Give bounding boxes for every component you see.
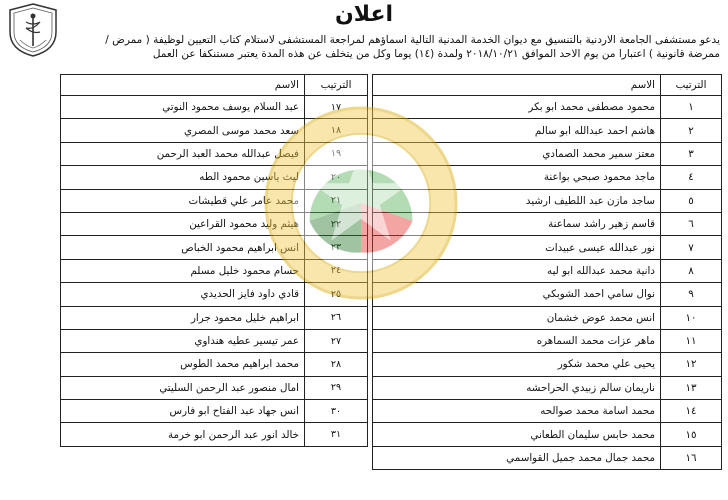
table-row [373,236,722,259]
table-row [61,329,368,352]
table-row [61,212,368,235]
name-cell: حسام محمود خليل مسلم [61,259,305,282]
table-row [61,236,368,259]
table-row [373,423,722,446]
table-row [61,306,368,329]
table-row [61,96,368,119]
name-cell: ناريمان سالم زبيدي الحراحشه [373,376,661,399]
table-row [373,400,722,423]
table-row [373,166,722,189]
table-row [61,259,368,282]
rank-cell: ١٥ [661,423,722,446]
name-cell: محمد حابس سليمان الطعاني [373,423,661,446]
name-cell: خالد انور عبد الرحمن ابو خرمة [61,423,305,446]
rank-cell: ٢١ [305,189,368,212]
table-row [61,353,368,376]
table-row [373,259,722,282]
names-table-right [372,74,722,470]
table-row [373,329,722,352]
table-row [61,166,368,189]
name-cell: ابراهيم خليل محمود جرار [61,306,305,329]
name-cell: عمر تيسير عطيه هنداوي [61,329,305,352]
rank-cell: ١ [661,96,722,119]
name-cell: محمد جمال محمد جميل القواسمي [373,446,661,469]
names-table-left [60,74,368,447]
rank-cell: ١٧ [305,96,368,119]
table-row [61,119,368,142]
table-header-row [373,75,722,96]
table-row [373,212,722,235]
page-title: اعلان [334,2,394,27]
name-cell: انس محمد عوض خشمان [373,306,661,329]
rank-cell: ٢٥ [305,283,368,306]
name-cell: ساجد مازن عبد اللطيف ارشيد [373,189,661,212]
name-column-header: الاسم [373,75,661,96]
rank-cell: ٧ [661,236,722,259]
rank-cell: ٢٨ [305,353,368,376]
table-row [373,283,722,306]
rank-cell: ١٢ [661,353,722,376]
name-cell: ليث ياسين محمود الطه [61,166,305,189]
table-row [373,353,722,376]
announcement-intro: يدعو مستشفى الجامعة الاردنية بالتنسيق مع ديوان الخدمة المدنية التالية اسماؤهم لمراجعة المستشفى لاستلام كتاب التعيين لوظيفة ( ممرض / ممرضة قانونية ) اعتبارا من يوم الاحد الموافق ٢٠١٨/١٠/٢١ ولمدة (١٤) يوما وكل من يتخلف عن هذه المدة يعتبر مستنكفا عن العمل [105,34,720,60]
rank-cell: ٩ [661,283,722,306]
rank-cell: ٣١ [305,423,368,446]
rank-cell: ٢ [661,119,722,142]
table-row [61,423,368,446]
rank-cell: ١٣ [661,376,722,399]
table-row [373,446,722,469]
rank-cell: ١٩ [305,142,368,165]
rank-cell: ٦ [661,212,722,235]
name-cell: قادي داود فايز الحديدي [61,283,305,306]
rank-cell: ٢٠ [305,166,368,189]
name-cell: محمود مصطفى محمد ابو بكر [373,96,661,119]
table-row [373,96,722,119]
rank-cell: ٣٠ [305,400,368,423]
rank-cell: ٢٤ [305,259,368,282]
name-cell: هاشم احمد عبدالله ابو سالم [373,119,661,142]
table-row [373,306,722,329]
name-cell: قاسم زهير راشد سماعنة [373,212,661,235]
rank-cell: ١٠ [661,306,722,329]
name-cell: محمد ابراهيم محمد الطوس [61,353,305,376]
name-cell: ماهر عزات محمد السماهره [373,329,661,352]
name-cell: سعد محمد موسى المصري [61,119,305,142]
rank-cell: ٨ [661,259,722,282]
table-row [61,400,368,423]
rank-cell: ٣ [661,142,722,165]
name-column-header: الاسم [61,75,305,96]
rank-cell: ٢٦ [305,306,368,329]
rank-cell: ١٦ [661,446,722,469]
table-row [373,119,722,142]
table-row [61,189,368,212]
rank-cell: ٢٩ [305,376,368,399]
name-cell: هيثم وليد محمود القراعين [61,212,305,235]
rank-cell: ١٨ [305,119,368,142]
name-cell: محمد اسامة محمد صوالحه [373,400,661,423]
table-row [61,376,368,399]
rank-column-header: الترتيب [661,75,722,96]
rank-cell: ٥ [661,189,722,212]
table-row [373,142,722,165]
rank-cell: ١١ [661,329,722,352]
rank-column-header: الترتيب [305,75,368,96]
name-cell: نوال سامي احمد الشوبكي [373,283,661,306]
rank-cell: ٢٢ [305,212,368,235]
table-row [373,376,722,399]
name-cell: دانية محمد عبدالله ابو ليه [373,259,661,282]
table-row [373,189,722,212]
name-cell: فيصل عبدالله محمد العبد الرحمن [61,142,305,165]
rank-cell: ٢٧ [305,329,368,352]
name-cell: يحيى علي محمد شكور [373,353,661,376]
name-cell: انس ابراهيم محمود الخباص [61,236,305,259]
name-cell: نور عبدالله عيسى عبيدات [373,236,661,259]
name-cell: محمد عامر علي قطيشات [61,189,305,212]
rank-cell: ٤ [661,166,722,189]
rank-cell: ١٤ [661,400,722,423]
rank-cell: ٢٣ [305,236,368,259]
table-header-row [61,75,368,96]
name-cell: امال منصور عبد الرحمن السليتي [61,376,305,399]
name-cell: ماجد محمود صبحي بواعنة [373,166,661,189]
name-cell: انس جهاد عبد الفتاح ابو فارس [61,400,305,423]
name-cell: معتز سمير محمد الصمادي [373,142,661,165]
table-row [61,283,368,306]
table-row [61,142,368,165]
name-cell: عبد السلام يوسف محمود النوتي [61,96,305,119]
